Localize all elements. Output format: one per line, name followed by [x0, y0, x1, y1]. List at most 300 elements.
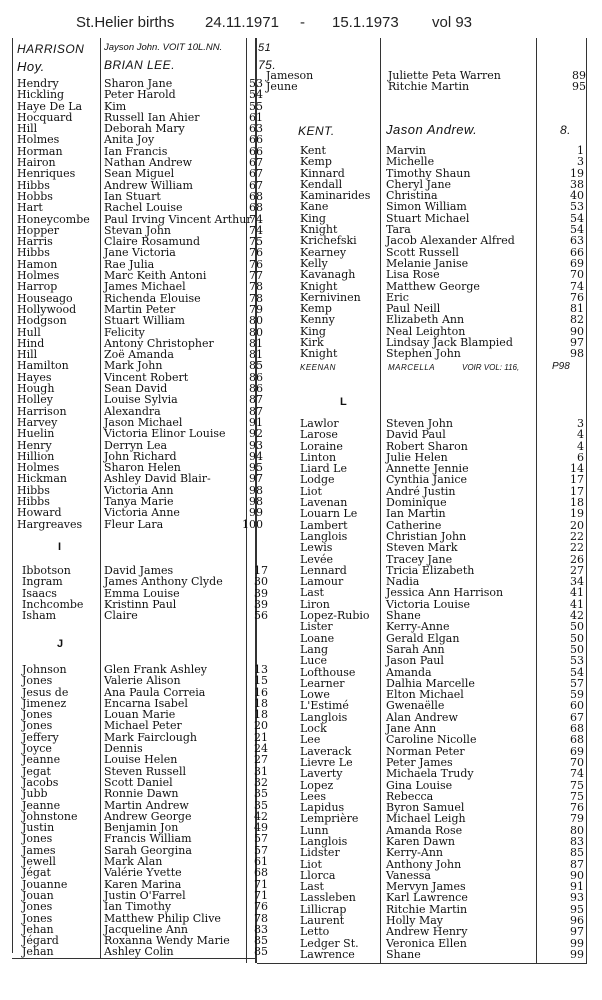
surname: Hough	[17, 382, 55, 396]
register-row	[22, 866, 268, 880]
given-names: Alexandra	[104, 404, 161, 418]
surname: Levée	[300, 552, 334, 566]
entry-number: 78	[249, 280, 263, 294]
surname: Lamour	[300, 575, 344, 589]
entry-number: 91	[249, 415, 263, 429]
given-names: Peter James	[386, 755, 453, 769]
register-row	[300, 949, 584, 960]
entry-number: 68	[254, 866, 268, 880]
given-names: David James	[104, 564, 174, 577]
surname: Jameson	[266, 69, 314, 82]
register-row	[17, 393, 263, 407]
surname: Letto	[300, 925, 330, 939]
surname: Jeffery	[22, 730, 59, 744]
entry-number: 17	[570, 484, 584, 498]
given-names: Mark John	[104, 359, 163, 373]
given-names: Elton Michael	[386, 688, 464, 702]
surname: King	[300, 324, 326, 338]
surname: Hamon	[17, 257, 58, 271]
handwritten-entry: Hoy.	[17, 59, 45, 74]
surname: Hibbs	[17, 178, 50, 192]
entry-number: 20	[570, 518, 584, 532]
given-names: Ana Paula Correia	[104, 685, 206, 699]
given-names: Ronnie Dawn	[104, 787, 179, 801]
given-names: Simon William	[386, 200, 467, 214]
register-row	[300, 859, 584, 870]
entry-number: 53	[570, 200, 584, 214]
given-names: Mervyn James	[386, 880, 466, 894]
surname: Liron	[300, 597, 330, 611]
entry-number: 74	[249, 212, 263, 226]
given-names: Ian Timothy	[104, 900, 172, 914]
given-names: Martin Peter	[104, 302, 176, 316]
given-names: Zoë Amanda	[104, 348, 174, 362]
entry-number: 76	[254, 900, 268, 914]
entry-number: 80	[249, 314, 263, 328]
entry-number: 85	[570, 846, 584, 860]
entry-number: 79	[249, 302, 263, 316]
entry-number: 4	[577, 428, 584, 442]
handwritten-entry-number: 8.	[560, 123, 572, 137]
handwritten-entry-names: MARCELLA	[388, 363, 436, 372]
entry-number: 34	[570, 575, 584, 589]
surname: Lassleben	[300, 891, 356, 905]
register-row	[300, 145, 584, 156]
surname: Johnson	[22, 663, 67, 676]
surname: Hull	[17, 325, 41, 339]
surname: Liard Le	[300, 462, 347, 476]
surname: Jesus de	[22, 685, 69, 699]
surname: Lawrence	[300, 947, 355, 961]
register-row	[17, 167, 263, 181]
entry-number: 89	[572, 69, 586, 82]
surname: Langlois	[300, 710, 348, 724]
entry-number: 76	[570, 290, 584, 304]
entry-number: 90	[570, 868, 584, 882]
date-separator: -	[300, 14, 305, 31]
register-row	[22, 945, 268, 959]
surname: Liot	[300, 484, 322, 498]
given-names: Jessica Ann Harrison	[386, 586, 504, 600]
entry-number: 56	[254, 609, 268, 623]
given-names: Eric	[386, 290, 409, 304]
entry-number: 57	[254, 832, 268, 846]
given-names: Neal Leighton	[386, 324, 466, 338]
given-names: Rachel Louise	[104, 201, 183, 215]
surname: Jones	[22, 832, 53, 846]
surname: Kelly	[300, 256, 328, 270]
given-names: Karen Marina	[104, 877, 182, 891]
given-names: Robert Sharon	[386, 439, 468, 453]
register-row	[300, 348, 584, 359]
entry-number: 68	[249, 201, 263, 215]
surname: L'Estimé	[300, 699, 349, 713]
entry-number: 97	[570, 336, 584, 350]
surname: Hobbs	[17, 189, 53, 203]
surname: Ledger St.	[300, 936, 359, 950]
entry-number: 53	[570, 654, 584, 668]
given-names: Paul Neill	[386, 302, 441, 316]
entry-number: 66	[249, 133, 263, 147]
given-names: Roxanna Wendy Marie	[104, 934, 230, 948]
entry-number: 74	[249, 223, 263, 237]
j-entries	[22, 663, 268, 959]
entry-number: 18	[254, 696, 268, 710]
register-row	[22, 787, 268, 801]
entry-number: 18	[254, 708, 268, 722]
surname: Hillion	[17, 449, 55, 463]
surname: Jégat	[22, 866, 51, 880]
given-names: Ian Francis	[104, 144, 168, 158]
surname: Loane	[300, 631, 335, 645]
given-names: Lindsay Jack Blampied	[386, 336, 513, 350]
given-names: Annette Jennie	[386, 462, 469, 476]
given-names: Michelle	[386, 155, 435, 169]
entry-number: 78	[254, 911, 268, 925]
entry-number: 19	[570, 507, 584, 521]
handwritten-note: VOIR VOL: 116,	[462, 363, 520, 372]
register-row	[17, 517, 263, 531]
register-row	[300, 655, 584, 666]
entry-number: 98	[249, 494, 263, 508]
given-names: Scott Daniel	[104, 775, 173, 789]
surname: Lowe	[300, 688, 330, 702]
entry-number: 27	[570, 563, 584, 577]
surname: Kirk	[300, 336, 324, 350]
entry-number: 87	[570, 857, 584, 871]
entry-number: 31	[254, 764, 268, 778]
surname: Hendry	[17, 77, 59, 90]
given-names: Benjamin Jon	[104, 821, 179, 835]
surname: Larose	[300, 428, 338, 442]
given-names: Dalhia Marcelle	[386, 676, 475, 690]
given-names: Deborah Mary	[104, 122, 185, 136]
surname: Hollywood	[17, 302, 77, 316]
surname: Lister	[300, 620, 333, 634]
given-names: Holly May	[386, 914, 443, 928]
surname: Lofthouse	[300, 665, 356, 679]
entry-number: 59	[570, 688, 584, 702]
left-number-divider	[246, 38, 247, 963]
surname: Llorca	[300, 868, 336, 882]
given-names: Ian Stuart	[104, 189, 161, 203]
register-row	[22, 575, 268, 589]
entry-number: 40	[570, 189, 584, 203]
entry-number: 93	[570, 891, 584, 905]
entry-number: 92	[249, 427, 263, 441]
given-names: Sean David	[104, 382, 168, 396]
surname: Harris	[17, 235, 53, 249]
register-row	[17, 88, 263, 102]
entry-number: 83	[254, 922, 268, 936]
given-names: Karen Dawn	[386, 834, 456, 848]
surname: Lillicrap	[300, 902, 347, 916]
given-names: Tricia Elizabeth	[386, 563, 475, 577]
given-names: Tracey Jane	[386, 552, 453, 566]
surname: Lewis	[300, 541, 333, 555]
h-entries	[17, 77, 263, 531]
surname: Holley	[17, 393, 53, 407]
register-row	[17, 201, 263, 215]
surname: Loraine	[300, 439, 343, 453]
entry-number: 35	[254, 798, 268, 812]
given-names: Derryn Lea	[104, 438, 168, 452]
entry-number: 63	[249, 122, 263, 136]
surname: Kavanagh	[300, 268, 356, 282]
entry-number: 26	[570, 552, 584, 566]
entry-number: 15	[254, 674, 268, 688]
entry-number: 86	[249, 370, 263, 384]
surname: Jubb	[22, 787, 48, 801]
given-names: Emma Louise	[104, 586, 180, 600]
surname: Jehan	[22, 945, 54, 959]
surname: Luce	[300, 654, 328, 668]
given-names: Stevan John	[104, 223, 172, 237]
entry-number: 75	[249, 235, 263, 249]
surname: Jehan	[22, 922, 54, 936]
surname: Hill	[17, 122, 38, 136]
given-names: Ritchie Martin	[386, 902, 468, 916]
given-names: Melanie Janise	[386, 256, 469, 270]
entry-number: 99	[249, 506, 263, 520]
surname: Louarn Le	[300, 507, 358, 521]
entry-number: 3	[577, 155, 584, 169]
given-names: Rae Julia	[104, 257, 155, 271]
handwritten-entry-number: 75.	[258, 58, 277, 72]
given-names: Sarah Georgina	[104, 843, 192, 857]
given-names: Amanda	[386, 665, 432, 679]
handwritten-entry-names: Jason Andrew.	[386, 122, 478, 137]
surname: Jouanne	[22, 877, 68, 891]
given-names: Matthew George	[386, 279, 480, 293]
surname: Jones	[22, 911, 53, 925]
register-row	[300, 734, 584, 745]
surname: Jeanne	[22, 753, 61, 767]
entry-number: 76	[570, 801, 584, 815]
given-names: Juliette Peta Warren	[388, 69, 501, 82]
surname: Langlois	[300, 529, 348, 543]
given-names: Lisa Rose	[386, 268, 440, 282]
register-row	[22, 609, 268, 623]
j-continued-entries	[262, 70, 584, 93]
register-row	[17, 472, 263, 486]
surname: Hart	[17, 201, 43, 215]
given-names: Valérie Yvette	[104, 866, 182, 880]
given-names: Alan Andrew	[386, 710, 458, 724]
surname: Hibbs	[17, 246, 50, 260]
given-names: Victoria Elinor Louise	[104, 427, 226, 441]
given-names: Russell Ian Ahier	[104, 110, 200, 124]
given-names: Elizabeth Ann	[386, 313, 465, 327]
entry-number: 82	[570, 313, 584, 327]
surname: Knight	[300, 347, 338, 361]
given-names: Byron Samuel	[386, 801, 465, 815]
entry-number: 18	[570, 496, 584, 510]
given-names: Tara	[386, 223, 411, 237]
register-row	[22, 674, 268, 688]
surname: Kenny	[300, 313, 335, 327]
entry-number: 66	[570, 245, 584, 259]
entry-number: 87	[249, 393, 263, 407]
given-names: Andrew George	[104, 809, 192, 823]
entry-number: 93	[249, 438, 263, 452]
surname: Jewell	[22, 855, 56, 869]
entry-number: 95	[249, 461, 263, 475]
given-names: Ritchie Martin	[388, 80, 470, 94]
entry-number: 90	[570, 324, 584, 338]
surname: James	[22, 843, 56, 857]
surname: Jeanne	[22, 798, 61, 812]
date-from: 24.11.1971	[205, 14, 279, 31]
entry-number: 85	[254, 945, 268, 959]
surname: Jones	[22, 719, 53, 733]
handwritten-entry-names: Jayson John. VOIT 10L.NN.	[104, 42, 223, 53]
surname: Lambert	[300, 518, 348, 532]
left-border	[12, 38, 13, 953]
surname: Learner	[300, 676, 345, 690]
surname: Jegat	[22, 764, 51, 778]
register-row	[262, 81, 584, 92]
surname: Ingram	[22, 575, 63, 589]
given-names: Stuart Michael	[386, 211, 470, 225]
section-letter-i: I	[58, 541, 62, 553]
surname: Last	[300, 880, 324, 894]
given-names: Anthony John	[386, 857, 462, 871]
surname: Hickman	[17, 472, 68, 486]
l-entries	[300, 418, 584, 960]
surname: Langlois	[300, 834, 348, 848]
surname: Haye De La	[17, 99, 83, 113]
surname: Lapidus	[300, 801, 345, 815]
given-names: Marvin	[386, 144, 426, 157]
given-names: Shane	[386, 947, 421, 961]
volume-label: vol 93	[432, 14, 473, 31]
given-names: Mark Alan	[104, 855, 163, 869]
surname: Harrison	[17, 404, 67, 418]
surname: Hill	[17, 348, 38, 362]
given-names: Kristinn Paul	[104, 597, 177, 611]
given-names: Antony Christopher	[104, 336, 214, 350]
surname: Jones	[22, 900, 53, 914]
surname: Harrop	[17, 280, 58, 294]
given-names: Victoria Louise	[386, 597, 470, 611]
handwritten-entry: HARRISON	[17, 42, 85, 56]
entry-number: 63	[570, 234, 584, 248]
given-names: Encarna Isabel	[104, 696, 188, 710]
given-names: Steven John	[386, 417, 453, 430]
given-names: Mark Fairclough	[104, 730, 197, 744]
surname: Kernivinen	[300, 290, 361, 304]
register-row	[300, 712, 584, 723]
register-row	[300, 292, 584, 303]
entry-number: 76	[249, 257, 263, 271]
surname: Huelin	[17, 427, 55, 441]
given-names: André Justin	[386, 484, 456, 498]
surname: Linton	[300, 450, 337, 464]
surname: Lunn	[300, 823, 329, 837]
given-names: Vanessa	[386, 868, 431, 882]
entry-number: 61	[249, 110, 263, 124]
entry-number: 67	[570, 710, 584, 724]
register-row	[300, 780, 584, 791]
given-names: Catherine	[386, 518, 442, 532]
surname: Jones	[22, 674, 53, 688]
entry-number: 49	[254, 821, 268, 835]
register-row	[300, 508, 584, 519]
entry-number: 30	[254, 575, 268, 589]
given-names: Christina	[386, 189, 438, 203]
entry-number: 69	[570, 256, 584, 270]
surname: Kinnard	[300, 166, 345, 180]
entry-number: 57	[570, 676, 584, 690]
register-row	[22, 753, 268, 767]
surname: Jimenez	[22, 696, 67, 710]
given-names: Jane Victoria	[104, 246, 176, 260]
surname: Lopez	[300, 778, 334, 792]
given-names: Ashley David Blair-	[104, 472, 211, 486]
entry-number: 50	[570, 631, 584, 645]
entry-number: 97	[570, 925, 584, 939]
given-names: Richenda Elouise	[104, 291, 201, 305]
entry-number: 87	[249, 404, 263, 418]
surname: Kemp	[300, 155, 332, 169]
given-names: James Anthony Clyde	[104, 575, 223, 589]
register-row	[300, 542, 584, 553]
entry-number: 96	[570, 914, 584, 928]
surname: Houseago	[17, 291, 73, 305]
entry-number: 1	[577, 144, 584, 157]
surname: Hibbs	[17, 494, 50, 508]
entry-number: 97	[249, 472, 263, 486]
entry-number: 79	[570, 812, 584, 826]
right-bottom-rule	[257, 963, 587, 964]
surname: Isham	[22, 609, 57, 623]
given-names: Timothy Shaun	[386, 166, 471, 180]
entry-number: 42	[570, 609, 584, 623]
surname: Laverack	[300, 744, 352, 758]
given-names: Stuart William	[104, 314, 185, 328]
entry-number: 76	[249, 246, 263, 260]
surname: Lidster	[300, 846, 340, 860]
entry-number: 81	[249, 336, 263, 350]
surname: Lodge	[300, 473, 335, 487]
entry-number: 41	[570, 597, 584, 611]
register-row	[300, 926, 584, 937]
register-row	[300, 847, 584, 858]
given-names: Kerry-Ann	[386, 846, 443, 860]
surname: Ibbotson	[22, 564, 71, 577]
surname: Last	[300, 586, 324, 600]
entry-number: 57	[254, 843, 268, 857]
given-names: Jane Ann	[386, 722, 437, 736]
given-names: Steven Mark	[386, 541, 458, 555]
entry-number: 53	[249, 77, 263, 90]
given-names: Ashley Colin	[104, 945, 174, 959]
entry-number: 74	[570, 767, 584, 781]
handwritten-entry: KEENAN	[300, 363, 336, 372]
given-names: Andrew Henry	[386, 925, 468, 939]
given-names: Martin Andrew	[104, 798, 189, 812]
entry-number: 17	[570, 473, 584, 487]
entry-number: 42	[254, 809, 268, 823]
surname: Laverty	[300, 767, 343, 781]
left-bottom-rule	[12, 958, 257, 959]
given-names: Matthew Philip Clive	[104, 911, 221, 925]
given-names: Gwenaëlle	[386, 699, 445, 713]
given-names: Louise Sylvia	[104, 393, 178, 407]
surname: Jeune	[266, 80, 298, 94]
surname: Hickling	[17, 88, 65, 102]
